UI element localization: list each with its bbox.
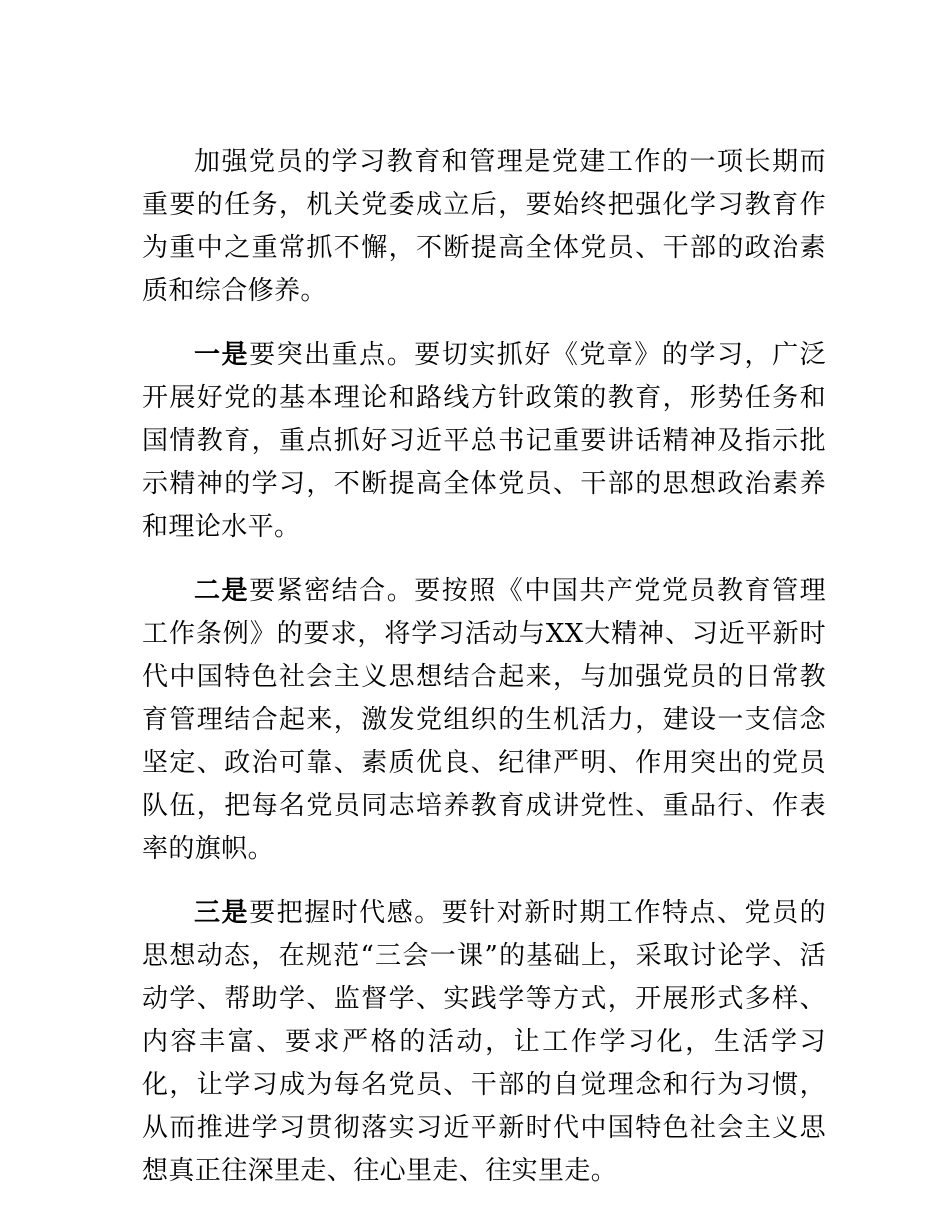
paragraph-point-three <box>142 892 826 1193</box>
paragraph-point-one-lead: 一是 <box>194 340 250 370</box>
paragraph-point-two-text: 要紧密结合。要按照《中国共产党党员教育管理工作条例》的要求，将学习活动与XX大精神、习近平新时代中国特色社会主义思想结合起来，与加强党员的日常教育管理结合起来，激发党组织的生机活力，建设一支信念坚定、政治可靠、素质优良、纪律严明、作用突出的党员队伍，把每名党员同志培养教育成讲党性、重品行、作表率的旗帜。 <box>142 576 826 864</box>
paragraph-point-three-lead: 三是 <box>194 898 250 928</box>
paragraph-point-two-lead: 二是 <box>194 576 250 606</box>
paragraph-intro <box>142 141 826 313</box>
paragraph-point-one <box>142 334 826 549</box>
paragraph-point-two <box>142 570 826 871</box>
paragraph-intro-text: 加强党员的学习教育和管理是党建工作的一项长期而重要的任务，机关党委成立后，要始终把强化学习教育作为重中之重常抓不懈，不断提高全体党员、干部的政治素质和综合修养。 <box>142 147 826 306</box>
paragraph-point-three-text: 要把握时代感。要针对新时期工作特点、党员的思想动态，在规范“三会一课”的基础上，采取讨论学、活动学、帮助学、监督学、实践学等方式，开展形式多样、内容丰富、要求严格的活动，让工作学习化，生活学习化，让学习成为每名党员、干部的自觉理念和行为习惯，从而推进学习贯彻落实习近平新时代中国特色社会主义思想真正往深里走、往心里走、往实里走。 <box>142 898 826 1186</box>
paragraph-point-one-text: 要突出重点。要切实抓好《党章》的学习，广泛开展好党的基本理论和路线方针政策的教育，形势任务和国情教育，重点抓好习近平总书记重要讲话精神及指示批示精神的学习，不断提高全体党员、干部的思想政治素养和理论水平。 <box>142 340 826 542</box>
document-body <box>142 141 826 1193</box>
